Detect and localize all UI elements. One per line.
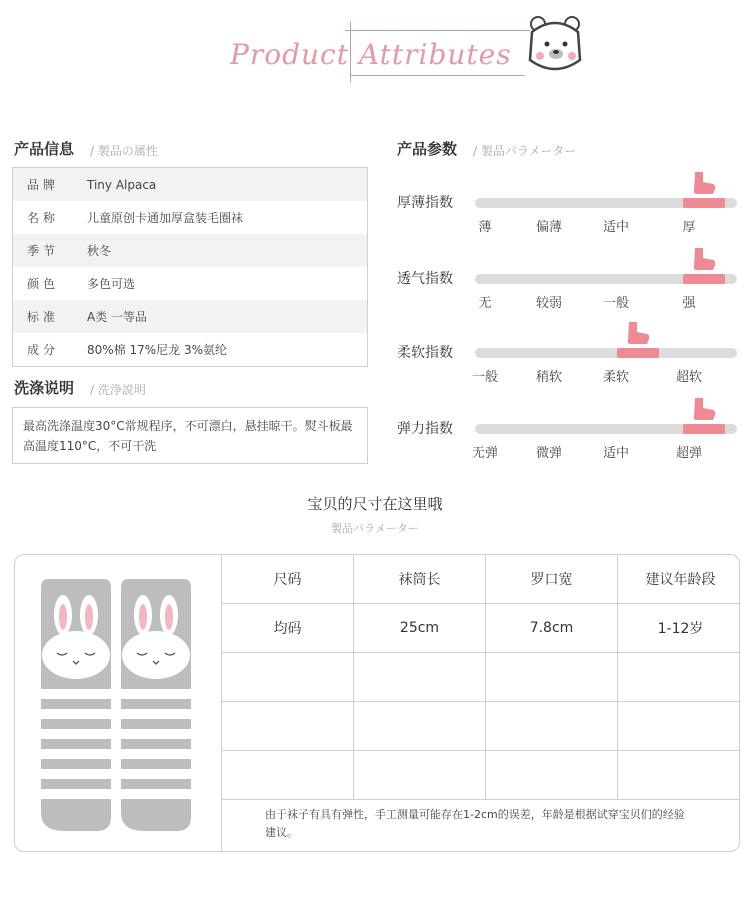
size-cell: [354, 702, 486, 751]
size-header-cell: 建议年龄段: [618, 555, 740, 604]
param-track: [475, 348, 737, 358]
size-cell: [222, 653, 354, 702]
product-info-table: [12, 167, 368, 367]
size-title: 宝贝的尺寸在这里哦: [307, 495, 443, 513]
param-option: 无弹: [471, 446, 498, 461]
size-cell: [618, 653, 740, 702]
info-value: 儿童原创卡通加厚盒装毛圈袜: [87, 211, 244, 225]
params-title: 产品参数: [397, 140, 458, 158]
info-key: 季节: [27, 244, 60, 258]
info-row-color: [13, 267, 367, 300]
param-option: 微弹: [535, 446, 562, 461]
size-cell: [354, 751, 486, 800]
size-header-cell: 袜筒长: [354, 555, 486, 604]
info-value: 80%棉 17%尼龙 3%氨纶: [87, 343, 228, 357]
params-subtitle: / 製品パラメーター: [473, 144, 577, 158]
sock-marker-icon: [691, 246, 717, 272]
info-value: Tiny Alpaca: [87, 177, 157, 192]
product-info-title: 产品信息: [14, 140, 75, 158]
param-option: 超软: [675, 370, 702, 385]
info-value: 多色可选: [87, 277, 136, 291]
param-option: 稍软: [535, 370, 562, 385]
param-option: 适中: [602, 220, 629, 235]
page-title: Product Attributes: [230, 38, 512, 71]
header-decor-line-top: [345, 30, 530, 31]
param-indicator: [683, 274, 725, 284]
info-key: 颜色: [27, 277, 60, 291]
param-option: 强: [682, 296, 696, 311]
param-track: [475, 274, 737, 284]
wash-instructions: 最高洗涤温度30°C常规程序，不可漂白，悬挂晾干。熨斗板最高温度110°C，不可干洗: [12, 407, 368, 464]
param-label: 弹力指数: [397, 421, 453, 437]
size-subtitle: 製品パラメーター: [331, 522, 419, 535]
size-cell: [618, 702, 740, 751]
sock-marker-icon: [691, 396, 717, 422]
param-label: 柔软指数: [397, 345, 453, 361]
param-option: 适中: [602, 446, 629, 461]
size-header-cell: 罗口宽: [486, 555, 618, 604]
info-row-brand: [13, 168, 367, 201]
header-decor-line-bottom: [350, 75, 525, 76]
size-note: 由于袜子有具有弹性，手工测量可能存在1-2cm的误差，年龄是根据试穿宝贝们的经验建议。: [265, 808, 685, 839]
wash-subtitle: / 洗浄説明: [90, 383, 146, 397]
size-cell: 1-12岁: [618, 604, 740, 653]
param-track: [475, 198, 737, 208]
wash-title: 洗涤说明: [14, 379, 75, 397]
size-cell: 25cm: [354, 604, 486, 653]
param-option: 薄: [478, 220, 492, 235]
info-row-material: [13, 333, 367, 366]
param-indicator: [683, 198, 725, 208]
info-key: 成分: [27, 343, 60, 357]
info-value: A类 一等品: [87, 310, 148, 324]
param-option: 超弹: [675, 446, 702, 461]
sock-marker-icon: [691, 170, 717, 196]
param-option: 柔软: [602, 370, 629, 385]
param-track: [475, 424, 737, 434]
param-option: 无: [478, 296, 492, 311]
sock-marker-icon: [625, 320, 651, 346]
info-value: 秋冬: [87, 244, 112, 258]
size-cell: [222, 751, 354, 800]
info-key: 标准: [27, 310, 60, 324]
size-cell: [354, 653, 486, 702]
param-option: 较弱: [535, 296, 562, 311]
product-info-subtitle: / 製品の属性: [90, 144, 158, 158]
info-key: 名称: [27, 211, 60, 225]
size-cell: [486, 751, 618, 800]
param-indicator: [617, 348, 659, 358]
param-option: 一般: [602, 296, 629, 311]
bear-mascot-icon: [520, 10, 590, 80]
size-cell: [486, 653, 618, 702]
param-option: 偏薄: [535, 220, 562, 235]
size-cell: [618, 751, 740, 800]
size-cell: [486, 702, 618, 751]
size-cell: [222, 702, 354, 751]
size-header-cell: 尺码: [222, 555, 354, 604]
size-cell: 均码: [222, 604, 354, 653]
size-cell: 7.8cm: [486, 604, 618, 653]
info-row-name: [13, 201, 367, 234]
info-row-standard: [13, 300, 367, 333]
param-option: 厚: [682, 220, 696, 235]
param-label: 厚薄指数: [397, 195, 453, 211]
param-indicator: [683, 424, 725, 434]
sock-illustration-icon: [37, 577, 197, 835]
param-label: 透气指数: [397, 271, 453, 287]
param-option: 一般: [471, 370, 498, 385]
info-row-season: [13, 234, 367, 267]
info-key: 品牌: [27, 178, 60, 192]
